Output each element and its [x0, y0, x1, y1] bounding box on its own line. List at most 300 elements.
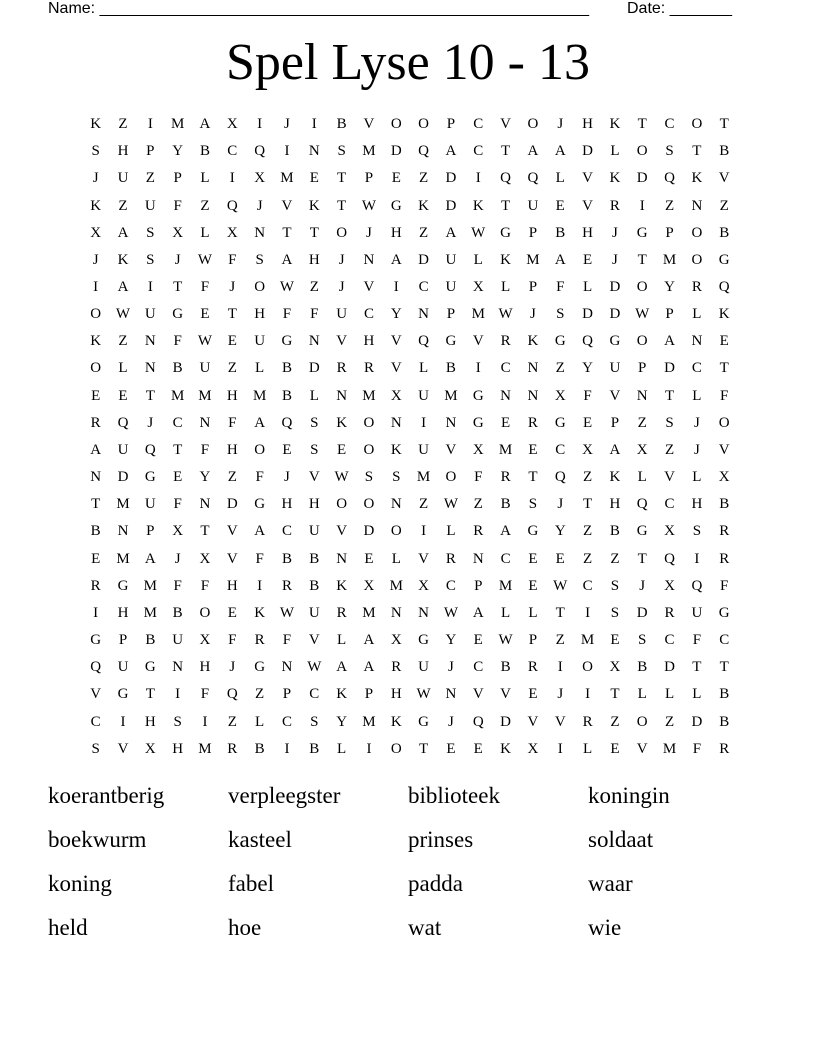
grid-cell[interactable]: W [334, 469, 349, 486]
grid-cell[interactable]: B [199, 143, 210, 160]
grid-cell[interactable]: Q [418, 333, 430, 350]
grid-cell[interactable]: C [418, 279, 429, 296]
grid-cell[interactable]: Q [691, 577, 703, 594]
grid-cell[interactable]: U [609, 360, 621, 377]
grid-cell[interactable]: M [116, 550, 130, 567]
grid-cell[interactable]: G [554, 414, 566, 431]
grid-cell[interactable]: M [198, 740, 212, 757]
grid-cell[interactable]: Z [664, 197, 675, 214]
grid-cell[interactable]: T [501, 143, 511, 160]
grid-cell[interactable]: I [93, 604, 99, 621]
grid-cell[interactable]: R [664, 604, 675, 621]
grid-cell[interactable]: Z [610, 550, 620, 567]
grid-cell[interactable]: C [691, 360, 702, 377]
grid-cell[interactable]: K [336, 686, 348, 703]
grid-cell[interactable]: J [557, 686, 564, 703]
grid-cell[interactable]: Z [419, 496, 429, 513]
grid-cell[interactable]: J [639, 577, 646, 594]
grid-cell[interactable]: O [691, 251, 703, 268]
grid-cell[interactable]: U [445, 279, 457, 296]
grid-cell[interactable]: N [199, 414, 211, 431]
grid-cell[interactable]: B [254, 740, 265, 757]
grid-cell[interactable]: Q [254, 143, 266, 160]
grid-cell[interactable]: A [527, 143, 539, 160]
grid-cell[interactable]: D [445, 170, 457, 187]
grid-cell[interactable]: S [392, 469, 401, 486]
grid-cell[interactable]: M [362, 387, 376, 404]
grid-cell[interactable]: Z [255, 686, 265, 703]
grid-cell[interactable]: R [691, 279, 702, 296]
grid-cell[interactable]: U [172, 632, 184, 649]
grid-cell[interactable]: X [664, 577, 675, 594]
grid-cell[interactable]: L [582, 740, 593, 757]
grid-cell[interactable]: I [393, 279, 399, 296]
grid-cell[interactable]: U [336, 306, 348, 323]
grid-cell[interactable]: N [336, 550, 348, 567]
grid-cell[interactable]: N [390, 414, 402, 431]
grid-cell[interactable]: B [500, 659, 511, 676]
grid-cell[interactable]: H [199, 659, 211, 676]
grid-cell[interactable]: A [90, 441, 102, 458]
grid-cell[interactable]: P [638, 360, 647, 377]
grid-cell[interactable]: N [418, 306, 430, 323]
grid-cell[interactable]: N [199, 496, 211, 513]
grid-cell[interactable]: M [471, 306, 485, 323]
grid-cell[interactable]: W [498, 632, 513, 649]
grid-cell[interactable]: G [609, 333, 621, 350]
grid-cell[interactable]: T [719, 360, 729, 377]
grid-cell[interactable]: W [197, 333, 213, 350]
grid-cell[interactable]: A [199, 116, 211, 133]
grid-cell[interactable]: Q [226, 197, 238, 214]
grid-cell[interactable]: B [309, 550, 320, 567]
grid-cell[interactable]: Z [227, 713, 237, 730]
grid-cell[interactable]: K [527, 333, 539, 350]
grid-cell[interactable]: P [665, 224, 674, 241]
grid-cell[interactable]: V [336, 523, 348, 540]
grid-cell[interactable]: W [498, 306, 513, 323]
grid-cell[interactable]: M [116, 496, 130, 513]
grid-cell[interactable]: X [582, 441, 593, 458]
grid-cell[interactable]: B [719, 496, 730, 513]
grid-cell[interactable]: H [226, 441, 238, 458]
grid-cell[interactable]: T [91, 496, 101, 513]
grid-cell[interactable]: E [337, 441, 347, 458]
grid-cell[interactable]: Z [473, 496, 483, 513]
grid-cell[interactable]: E [364, 550, 374, 567]
grid-cell[interactable]: U [117, 659, 129, 676]
grid-cell[interactable]: B [309, 740, 320, 757]
grid-cell[interactable]: D [390, 143, 402, 160]
grid-cell[interactable]: V [226, 523, 238, 540]
grid-cell[interactable]: U [527, 197, 539, 214]
grid-cell[interactable]: E [473, 632, 483, 649]
grid-cell[interactable]: Z [118, 333, 128, 350]
grid-cell[interactable]: N [144, 333, 156, 350]
grid-cell[interactable]: X [254, 170, 266, 187]
grid-cell[interactable]: S [337, 143, 346, 160]
grid-cell[interactable]: G [144, 659, 156, 676]
grid-cell[interactable]: F [173, 333, 182, 350]
grid-cell[interactable]: I [557, 740, 563, 757]
grid-cell[interactable]: P [173, 170, 182, 187]
grid-cell[interactable]: X [199, 550, 211, 567]
grid-cell[interactable]: V [582, 170, 593, 187]
grid-cell[interactable]: A [363, 632, 375, 649]
grid-cell[interactable]: C [473, 143, 484, 160]
grid-cell[interactable]: T [582, 496, 593, 513]
grid-cell[interactable]: B [719, 224, 730, 241]
grid-cell[interactable]: H [254, 306, 266, 323]
grid-cell[interactable]: N [308, 333, 320, 350]
grid-cell[interactable]: P [364, 686, 374, 703]
grid-cell[interactable]: L [337, 740, 347, 757]
grid-cell[interactable]: O [90, 360, 102, 377]
grid-cell[interactable]: O [527, 116, 539, 133]
grid-cell[interactable]: L [637, 686, 647, 703]
grid-cell[interactable]: B [172, 604, 183, 621]
grid-cell[interactable]: C [664, 632, 675, 649]
grid-cell[interactable]: B [719, 686, 730, 703]
grid-cell[interactable]: L [692, 387, 702, 404]
grid-cell[interactable]: F [255, 469, 264, 486]
grid-cell[interactable]: G [418, 713, 430, 730]
grid-cell[interactable]: R [363, 360, 374, 377]
grid-cell[interactable]: H [308, 496, 320, 513]
grid-cell[interactable]: Z [719, 197, 729, 214]
grid-cell[interactable]: K [609, 469, 621, 486]
grid-cell[interactable]: K [90, 333, 102, 350]
grid-cell[interactable]: D [691, 713, 703, 730]
grid-cell[interactable]: L [637, 469, 647, 486]
grid-cell[interactable]: X [472, 441, 484, 458]
grid-cell[interactable]: E [227, 604, 237, 621]
grid-cell[interactable]: V [281, 197, 293, 214]
grid-cell[interactable]: Z [610, 713, 620, 730]
grid-cell[interactable]: D [363, 523, 375, 540]
grid-cell[interactable]: S [255, 251, 264, 268]
grid-cell[interactable]: L [501, 604, 511, 621]
grid-cell[interactable]: A [554, 143, 566, 160]
grid-cell[interactable]: K [336, 577, 348, 594]
grid-cell[interactable]: Z [227, 360, 237, 377]
grid-cell[interactable]: H [609, 496, 621, 513]
grid-cell[interactable]: E [501, 414, 511, 431]
grid-cell[interactable]: V [472, 686, 484, 703]
grid-cell[interactable]: J [284, 469, 290, 486]
grid-cell[interactable]: K [500, 740, 511, 757]
grid-cell[interactable]: C [227, 143, 238, 160]
grid-cell[interactable]: M [143, 577, 157, 594]
grid-cell[interactable]: Z [419, 170, 429, 187]
grid-cell[interactable]: E [528, 441, 538, 458]
grid-cell[interactable]: J [448, 713, 454, 730]
grid-cell[interactable]: L [692, 469, 702, 486]
grid-cell[interactable]: P [446, 116, 456, 133]
grid-cell[interactable]: M [526, 251, 540, 268]
grid-cell[interactable]: M [198, 387, 212, 404]
grid-cell[interactable]: K [390, 713, 402, 730]
grid-cell[interactable]: A [609, 441, 621, 458]
grid-cell[interactable]: G [500, 224, 511, 241]
grid-cell[interactable]: E [473, 740, 483, 757]
grid-cell[interactable]: F [200, 577, 210, 594]
grid-cell[interactable]: G [281, 333, 293, 350]
grid-cell[interactable]: V [609, 387, 621, 404]
grid-cell[interactable]: B [609, 523, 620, 540]
grid-cell[interactable]: E [118, 387, 128, 404]
grid-cell[interactable]: M [280, 170, 294, 187]
grid-cell[interactable]: M [170, 387, 185, 404]
grid-cell[interactable]: D [445, 197, 457, 214]
grid-cell[interactable]: T [528, 469, 538, 486]
grid-cell[interactable]: K [336, 414, 348, 431]
grid-cell[interactable]: T [337, 197, 347, 214]
grid-cell[interactable]: Z [555, 632, 565, 649]
grid-cell[interactable]: F [200, 686, 210, 703]
grid-cell[interactable]: V [582, 197, 593, 214]
grid-cell[interactable]: K [90, 116, 102, 133]
grid-cell[interactable]: I [366, 740, 372, 757]
grid-cell[interactable]: F [173, 496, 182, 513]
grid-cell[interactable]: K [90, 197, 102, 214]
grid-cell[interactable]: J [338, 251, 345, 268]
grid-cell[interactable]: P [282, 686, 292, 703]
grid-cell[interactable]: N [418, 604, 430, 621]
grid-cell[interactable]: I [147, 279, 153, 296]
grid-cell[interactable]: L [200, 224, 210, 241]
grid-cell[interactable]: C [281, 713, 292, 730]
grid-cell[interactable]: A [445, 224, 457, 241]
grid-cell[interactable]: A [554, 251, 566, 268]
grid-cell[interactable]: Z [118, 197, 128, 214]
grid-cell[interactable]: R [336, 360, 347, 377]
grid-cell[interactable]: I [694, 550, 700, 567]
grid-cell[interactable]: R [500, 469, 511, 486]
grid-cell[interactable]: V [718, 170, 730, 187]
grid-cell[interactable]: O [363, 496, 375, 513]
grid-cell[interactable]: D [664, 360, 675, 377]
grid-cell[interactable]: L [309, 387, 319, 404]
grid-cell[interactable]: I [475, 360, 481, 377]
grid-cell[interactable]: O [418, 116, 430, 133]
grid-cell[interactable]: V [472, 333, 484, 350]
grid-cell[interactable]: V [664, 469, 675, 486]
grid-cell[interactable]: L [446, 523, 456, 540]
grid-cell[interactable]: N [172, 659, 184, 676]
grid-cell[interactable]: Q [500, 170, 511, 187]
grid-cell[interactable]: W [279, 279, 295, 296]
grid-cell[interactable]: L [528, 604, 538, 621]
grid-cell[interactable]: F [282, 306, 292, 323]
grid-cell[interactable]: Z [637, 414, 647, 431]
grid-cell[interactable]: J [693, 414, 700, 431]
grid-cell[interactable]: S [146, 224, 155, 241]
grid-cell[interactable]: T [719, 659, 729, 676]
grid-cell[interactable]: X [636, 441, 648, 458]
grid-cell[interactable]: T [227, 306, 237, 323]
grid-cell[interactable]: U [418, 387, 430, 404]
grid-cell[interactable]: M [143, 604, 157, 621]
grid-cell[interactable]: P [364, 170, 374, 187]
grid-cell[interactable]: S [610, 604, 620, 621]
grid-cell[interactable]: Y [664, 279, 675, 296]
grid-cell[interactable]: Q [418, 143, 430, 160]
grid-cell[interactable]: P [474, 577, 483, 594]
grid-cell[interactable]: T [555, 604, 565, 621]
grid-cell[interactable]: F [282, 632, 292, 649]
grid-cell[interactable]: E [528, 686, 538, 703]
grid-cell[interactable]: G [172, 306, 184, 323]
grid-cell[interactable]: K [418, 197, 430, 214]
grid-cell[interactable]: R [391, 659, 402, 676]
grid-cell[interactable]: I [175, 686, 181, 703]
grid-cell[interactable]: V [117, 740, 129, 757]
grid-cell[interactable]: F [474, 469, 483, 486]
grid-cell[interactable]: C [90, 713, 101, 730]
grid-cell[interactable]: N [281, 659, 293, 676]
grid-cell[interactable]: X [172, 224, 184, 241]
grid-cell[interactable]: R [500, 333, 511, 350]
grid-cell[interactable]: Z [582, 550, 593, 567]
grid-cell[interactable]: D [582, 306, 593, 323]
grid-cell[interactable]: Q [554, 469, 566, 486]
grid-cell[interactable]: V [718, 441, 730, 458]
grid-cell[interactable]: C [664, 116, 675, 133]
grid-cell[interactable]: B [281, 360, 292, 377]
date-field[interactable]: Date: _______ [627, 0, 732, 17]
grid-cell[interactable]: N [117, 523, 129, 540]
grid-cell[interactable]: O [691, 116, 703, 133]
grid-cell[interactable]: C [555, 441, 566, 458]
grid-cell[interactable]: N [308, 143, 320, 160]
grid-cell[interactable]: O [390, 523, 402, 540]
grid-cell[interactable]: N [254, 224, 266, 241]
grid-cell[interactable]: U [445, 251, 457, 268]
grid-cell[interactable]: P [610, 414, 620, 431]
grid-cell[interactable]: S [91, 740, 100, 757]
grid-cell[interactable]: K [117, 251, 129, 268]
grid-cell[interactable]: H [117, 143, 129, 160]
grid-cell[interactable]: W [443, 604, 459, 621]
grid-cell[interactable]: M [170, 116, 185, 133]
grid-cell[interactable]: D [636, 170, 648, 187]
grid-cell[interactable]: O [363, 414, 375, 431]
grid-cell[interactable]: J [611, 224, 618, 241]
grid-cell[interactable]: K [718, 306, 730, 323]
grid-cell[interactable]: N [445, 414, 457, 431]
grid-cell[interactable]: N [691, 333, 703, 350]
grid-cell[interactable]: N [390, 496, 402, 513]
grid-cell[interactable]: M [444, 387, 458, 404]
grid-cell[interactable]: T [719, 116, 729, 133]
grid-cell[interactable]: X [609, 659, 621, 676]
grid-cell[interactable]: W [197, 251, 213, 268]
grid-cell[interactable]: K [500, 251, 511, 268]
grid-cell[interactable]: R [336, 604, 347, 621]
grid-cell[interactable]: L [118, 360, 128, 377]
grid-cell[interactable]: E [610, 632, 620, 649]
grid-cell[interactable]: C [719, 632, 730, 649]
grid-cell[interactable]: D [500, 713, 511, 730]
grid-cell[interactable]: V [90, 686, 102, 703]
grid-cell[interactable]: X [90, 224, 102, 241]
grid-cell[interactable]: E [528, 550, 538, 567]
grid-cell[interactable]: A [254, 523, 266, 540]
grid-cell[interactable]: R [719, 740, 730, 757]
grid-cell[interactable]: G [472, 387, 484, 404]
grid-cell[interactable]: Q [664, 550, 675, 567]
grid-cell[interactable]: E [719, 333, 729, 350]
grid-cell[interactable]: L [337, 632, 347, 649]
grid-cell[interactable]: V [308, 632, 320, 649]
grid-cell[interactable]: F [720, 387, 729, 404]
grid-cell[interactable]: E [91, 387, 101, 404]
grid-cell[interactable]: J [557, 496, 564, 513]
grid-cell[interactable]: J [174, 251, 181, 268]
grid-cell[interactable]: X [172, 523, 184, 540]
grid-cell[interactable]: V [418, 550, 430, 567]
grid-cell[interactable]: H [582, 224, 593, 241]
grid-cell[interactable]: N [691, 197, 703, 214]
grid-cell[interactable]: S [310, 414, 319, 431]
grid-cell[interactable]: B [172, 360, 183, 377]
grid-cell[interactable]: I [421, 523, 427, 540]
grid-cell[interactable]: I [284, 740, 290, 757]
grid-cell[interactable]: S [638, 632, 647, 649]
grid-cell[interactable]: O [445, 469, 457, 486]
grid-cell[interactable]: J [284, 116, 290, 133]
grid-cell[interactable]: B [555, 224, 566, 241]
grid-cell[interactable]: T [501, 197, 511, 214]
grid-cell[interactable]: Z [582, 469, 593, 486]
grid-cell[interactable]: E [555, 197, 565, 214]
grid-cell[interactable]: J [92, 251, 99, 268]
grid-cell[interactable]: H [582, 116, 593, 133]
grid-cell[interactable]: X [226, 224, 238, 241]
grid-cell[interactable]: A [664, 333, 675, 350]
grid-cell[interactable]: E [582, 414, 593, 431]
grid-cell[interactable]: W [115, 306, 131, 323]
grid-cell[interactable]: W [471, 224, 486, 241]
grid-cell[interactable]: N [390, 604, 402, 621]
grid-cell[interactable]: K [691, 170, 703, 187]
grid-cell[interactable]: A [390, 251, 402, 268]
grid-cell[interactable]: J [256, 197, 263, 214]
grid-cell[interactable]: K [254, 604, 266, 621]
grid-cell[interactable]: F [583, 387, 592, 404]
grid-cell[interactable]: T [637, 116, 647, 133]
grid-cell[interactable]: J [147, 414, 154, 431]
grid-cell[interactable]: N [445, 686, 457, 703]
grid-cell[interactable]: Y [554, 523, 566, 540]
grid-cell[interactable]: L [391, 550, 401, 567]
grid-cell[interactable]: I [284, 143, 290, 160]
grid-cell[interactable]: I [202, 713, 208, 730]
grid-cell[interactable]: B [719, 143, 730, 160]
grid-cell[interactable]: X [363, 577, 375, 594]
grid-cell[interactable]: U [308, 523, 320, 540]
grid-cell[interactable]: U [144, 496, 156, 513]
grid-cell[interactable]: D [226, 496, 238, 513]
grid-cell[interactable]: O [636, 279, 648, 296]
grid-cell[interactable]: E [582, 251, 593, 268]
grid-cell[interactable]: Z [145, 170, 155, 187]
grid-cell[interactable]: X [390, 387, 402, 404]
grid-cell[interactable]: L [555, 170, 565, 187]
grid-cell[interactable]: C [500, 360, 511, 377]
grid-cell[interactable]: M [389, 577, 403, 594]
